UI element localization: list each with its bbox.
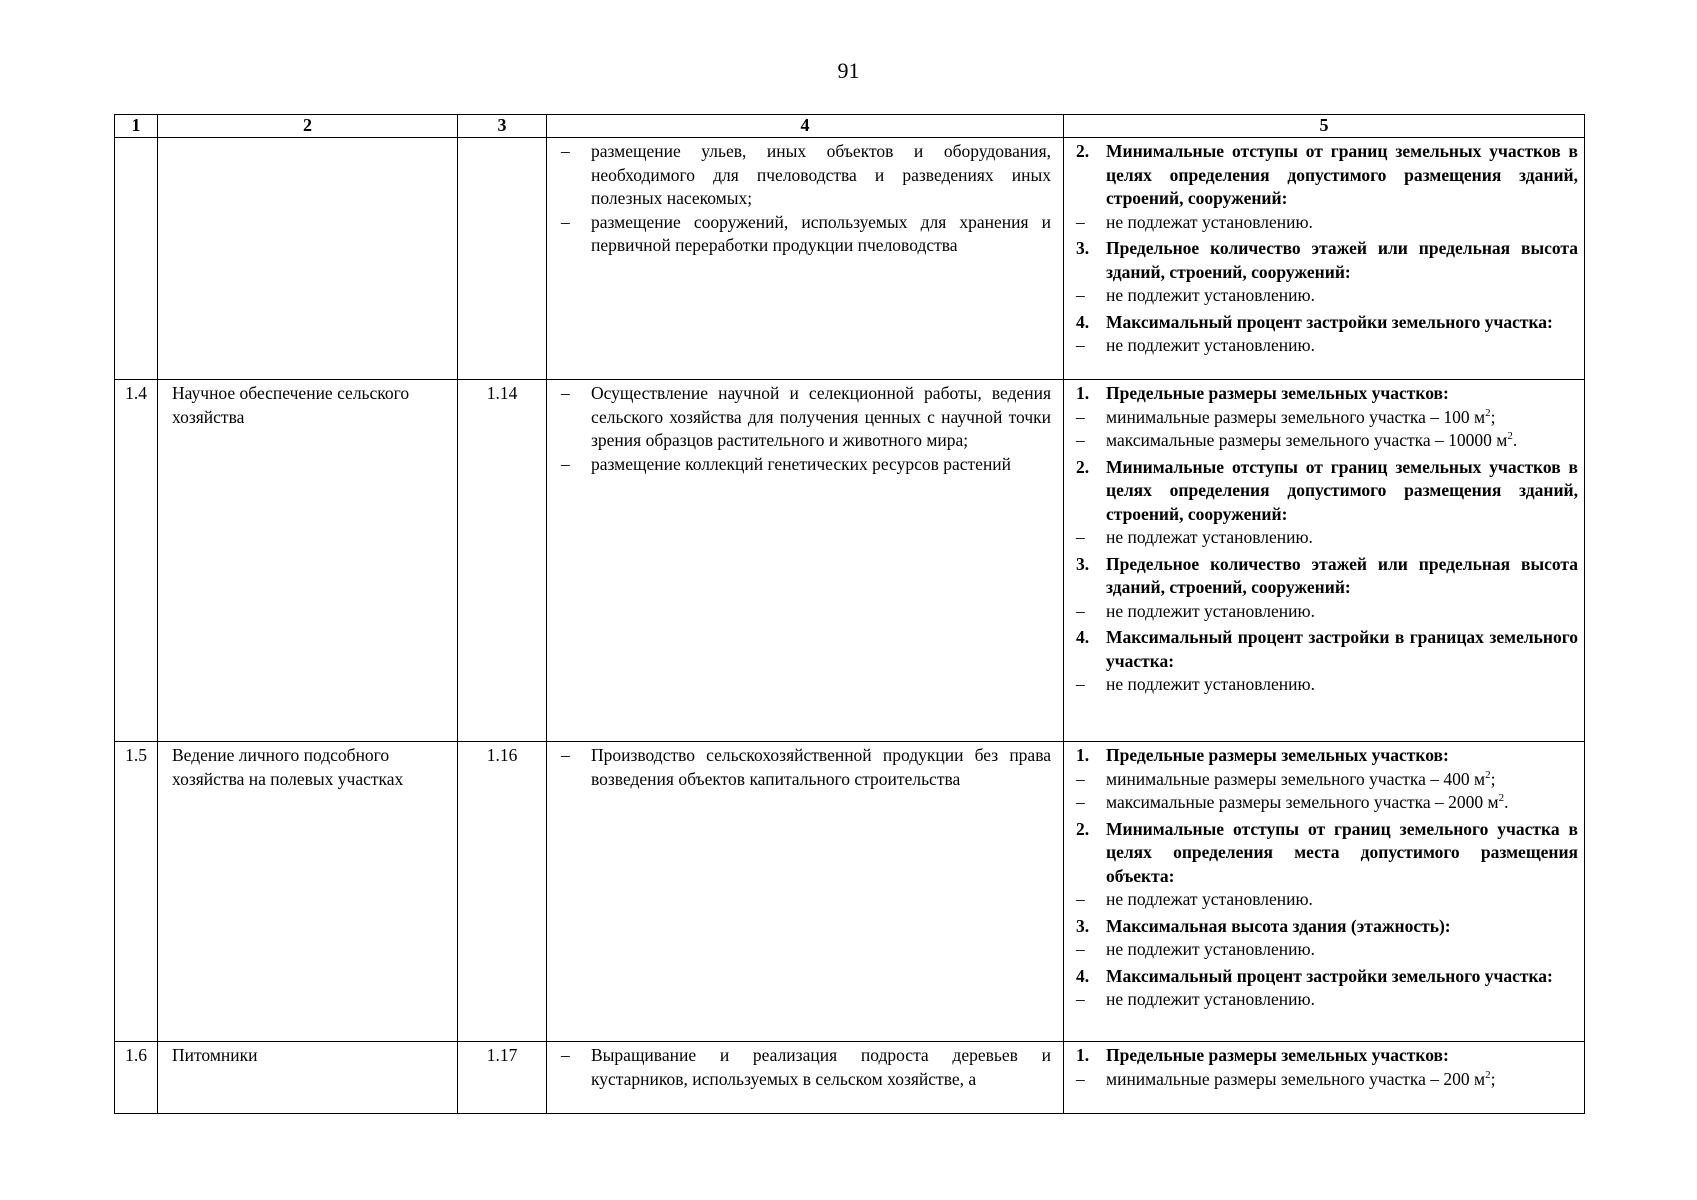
- description-item: [561, 140, 1051, 211]
- dash-marker: –: [561, 745, 570, 765]
- description-text: Осуществление научной и селекционной работы, ведения сельского хозяйства для получения ценных с научной точки зрения образцов растительного и животного мира;: [591, 383, 1051, 450]
- parameter-text: не подлежат установлению.: [1106, 211, 1313, 232]
- row-number: 1.4: [125, 383, 147, 403]
- parameter-text-wrap: [1106, 334, 1578, 358]
- parameter-text: Минимальные отступы от границ земельных участков в целях определения допустимого размещения зданий, строений, сооружений:: [1106, 456, 1578, 524]
- header-col-1: 1: [115, 115, 158, 138]
- classifier-code-cell: [458, 380, 547, 742]
- parameter-text: максимальные размеры земельного участка – 10000 м: [1106, 430, 1508, 450]
- parameter-text-wrap: [1106, 744, 1578, 768]
- header-col-4: 4: [547, 115, 1064, 138]
- table-row: [115, 380, 1585, 742]
- use-name: Ведение личного подсобного хозяйства на полевых участках: [172, 745, 404, 789]
- parameter-text-wrap: [1106, 673, 1578, 697]
- parameter-marker: 2.: [1076, 141, 1090, 161]
- use-name: Питомники: [172, 1045, 258, 1065]
- parameter-text: не подлежит установлению.: [1106, 335, 1315, 355]
- unit-superscript: 2: [1507, 430, 1513, 443]
- parameter-text-wrap: [1106, 915, 1578, 939]
- parameter-marker: 3.: [1076, 915, 1090, 936]
- description-item: [561, 211, 1051, 258]
- row-number: 1.5: [125, 745, 147, 765]
- parameter-text-wrap: [1106, 382, 1578, 406]
- parameter-text: минимальные размеры земельного участка – 100 м: [1106, 406, 1486, 427]
- table-row: [115, 1042, 1585, 1114]
- parameter-text: минимальные размеры земельного участка – 400 м: [1106, 768, 1486, 789]
- use-name-cell: [158, 138, 458, 380]
- row-number: 1.6: [125, 1045, 147, 1065]
- parameter-marker: 4.: [1076, 311, 1090, 332]
- parameter-marker: –: [1076, 674, 1085, 694]
- parameter-text-wrap: [1106, 553, 1578, 600]
- parameter-text-wrap: [1106, 429, 1578, 453]
- classifier-code: 1.16: [486, 745, 518, 765]
- parameter-marker: –: [1076, 600, 1085, 621]
- parameter-value: [1076, 526, 1578, 550]
- parameter-tail: ;: [1490, 1068, 1496, 1089]
- parameter-tail: .: [1504, 792, 1509, 812]
- parameter-marker: 2.: [1076, 456, 1090, 477]
- description-text: размещение коллекций генетических ресурсов растений: [591, 453, 1012, 474]
- regulations-table: [114, 114, 1585, 1114]
- parameter-text-wrap: [1106, 456, 1578, 527]
- parameter-text: Предельные размеры земельных участков:: [1106, 1045, 1449, 1065]
- parameter-value: [1076, 768, 1578, 792]
- parameter-marker: –: [1076, 211, 1085, 232]
- unit-superscript: 2: [1485, 1068, 1491, 1081]
- parameter-text: Предельные размеры земельных участков:: [1106, 383, 1449, 403]
- dash-marker: –: [561, 383, 570, 403]
- parameter-text: Предельные размеры земельных участков:: [1106, 745, 1449, 765]
- parameter-marker: 3.: [1076, 238, 1090, 258]
- page-number: 91: [837, 58, 860, 83]
- parameter-heading: [1076, 237, 1578, 284]
- parameter-marker: –: [1076, 939, 1085, 959]
- parameter-heading: [1076, 553, 1578, 600]
- description-item: [561, 1044, 1051, 1091]
- parameter-marker: –: [1076, 768, 1085, 789]
- parameter-marker: –: [1076, 335, 1085, 355]
- description-text: размещение сооружений, используемых для хранения и первичной переработки продукции пчеловодства: [591, 211, 1051, 255]
- parameter-tail: ;: [1490, 768, 1496, 789]
- parameter-heading: [1076, 915, 1578, 939]
- parameter-text-wrap: [1106, 938, 1578, 962]
- parameter-text-wrap: [1106, 526, 1578, 550]
- parameter-heading: [1076, 382, 1578, 406]
- description-text: Производство сельскохозяйственной продукции без права возведения объектов капитального строительства: [591, 745, 1051, 789]
- parameter-text: Минимальные отступы от границ земельных участков в целях определения допустимого размещения зданий, строений, сооружений:: [1106, 141, 1578, 208]
- parameter-value: [1076, 791, 1578, 815]
- parameter-tail: ;: [1490, 406, 1496, 427]
- parameters-cell: [1064, 742, 1585, 1042]
- header-col-5: 5: [1064, 115, 1585, 138]
- parameter-text: Минимальные отступы от границ земельного участка в целях определения места допустимого размещения объекта:: [1106, 818, 1578, 886]
- parameter-marker: 3.: [1076, 553, 1090, 574]
- dash-marker: –: [561, 453, 570, 474]
- parameter-text: не подлежат установлению.: [1106, 527, 1313, 547]
- parameter-text: не подлежат установлению.: [1106, 889, 1313, 909]
- parameter-heading: [1076, 626, 1578, 673]
- parameter-text: Максимальный процент застройки земельного участка:: [1106, 965, 1553, 986]
- parameters-cell: [1064, 380, 1585, 742]
- dash-marker: –: [561, 1045, 570, 1065]
- parameter-text-wrap: [1106, 888, 1578, 912]
- classifier-code-cell: [458, 742, 547, 1042]
- parameter-marker: –: [1076, 527, 1085, 547]
- parameter-heading: [1076, 456, 1578, 527]
- description-cell: [547, 138, 1064, 380]
- parameter-value: [1076, 334, 1578, 358]
- classifier-code: 1.17: [486, 1045, 518, 1065]
- parameter-text-wrap: [1106, 791, 1578, 815]
- parameter-text-wrap: [1106, 988, 1578, 1012]
- parameter-text-wrap: [1106, 284, 1578, 308]
- parameter-text-wrap: [1106, 818, 1578, 889]
- parameter-marker: –: [1076, 406, 1085, 427]
- parameter-text: не подлежит установлению.: [1106, 285, 1315, 305]
- description-item: [561, 744, 1051, 791]
- description-cell: [547, 380, 1064, 742]
- use-name: Научное обеспечение сельского хозяйства: [172, 383, 410, 427]
- dash-marker: –: [561, 211, 570, 232]
- parameter-text-wrap: [1106, 211, 1578, 235]
- parameter-heading: [1076, 140, 1578, 211]
- row-number-cell: [115, 1042, 158, 1114]
- dash-marker: –: [561, 141, 570, 161]
- use-name-cell: [158, 1042, 458, 1114]
- parameter-text: Предельное количество этажей или предельная высота зданий, строений, сооружений:: [1106, 238, 1578, 282]
- header-col-3: 3: [458, 115, 547, 138]
- parameters-cell: [1064, 1042, 1585, 1114]
- description-text: Выращивание и реализация подроста деревьев и кустарников, используемых в сельском хозяйстве, а: [591, 1045, 1051, 1089]
- parameter-text: Максимальный процент застройки в границах земельного участка:: [1106, 627, 1578, 671]
- parameter-text-wrap: [1106, 1068, 1578, 1092]
- parameter-text: минимальные размеры земельного участка – 200 м: [1106, 1068, 1486, 1089]
- parameter-text: Максимальный процент застройки земельного участка:: [1106, 311, 1553, 332]
- parameter-value: [1076, 1068, 1578, 1092]
- parameter-text-wrap: [1106, 140, 1578, 211]
- header-row: [115, 115, 1585, 138]
- parameter-text: не подлежит установлению.: [1106, 600, 1315, 621]
- row-number-cell: [115, 138, 158, 380]
- classifier-code-cell: [458, 1042, 547, 1114]
- parameter-marker: –: [1076, 1068, 1085, 1089]
- parameter-heading: [1076, 965, 1578, 989]
- table-row: [115, 742, 1585, 1042]
- description-cell: [547, 1042, 1064, 1114]
- header-col-2: 2: [158, 115, 458, 138]
- unit-superscript: 2: [1498, 792, 1505, 805]
- parameter-text-wrap: [1106, 600, 1578, 624]
- classifier-code-cell: [458, 138, 547, 380]
- description-cell: [547, 742, 1064, 1042]
- parameter-marker: 2.: [1076, 818, 1090, 839]
- parameter-value: [1076, 284, 1578, 308]
- parameter-marker: –: [1076, 285, 1085, 305]
- parameter-value: [1076, 429, 1578, 453]
- parameter-text: Максимальная высота здания (этажность):: [1106, 915, 1451, 936]
- parameter-text: не подлежит установлению.: [1106, 939, 1315, 959]
- table-row: [115, 138, 1585, 380]
- parameter-value: [1076, 888, 1578, 912]
- parameter-marker: 1.: [1076, 1045, 1090, 1065]
- parameter-heading: [1076, 818, 1578, 889]
- parameter-value: [1076, 600, 1578, 624]
- parameter-text-wrap: [1106, 965, 1578, 989]
- row-number-cell: [115, 742, 158, 1042]
- parameter-text: не подлежит установлению.: [1106, 674, 1315, 694]
- parameter-marker: 4.: [1076, 965, 1090, 986]
- parameter-heading: [1076, 744, 1578, 768]
- parameters-cell: [1064, 138, 1585, 380]
- parameter-text-wrap: [1106, 626, 1578, 673]
- description-text: размещение ульев, иных объектов и оборудования, необходимого для пчеловодства и разведениях иных полезных насекомых;: [591, 141, 1051, 208]
- parameter-text-wrap: [1106, 311, 1578, 335]
- parameter-text: не подлежит установлению.: [1106, 989, 1315, 1009]
- parameter-text: Предельное количество этажей или предельная высота зданий, строений, сооружений:: [1106, 553, 1578, 597]
- parameter-value: [1076, 988, 1578, 1012]
- use-name-cell: [158, 380, 458, 742]
- parameter-tail: .: [1512, 430, 1518, 450]
- parameter-text-wrap: [1106, 406, 1578, 430]
- parameter-value: [1076, 211, 1578, 235]
- description-item: [561, 453, 1051, 477]
- description-item: [561, 382, 1051, 453]
- parameter-heading: [1076, 311, 1578, 335]
- row-number-cell: [115, 380, 158, 742]
- parameter-marker: 1.: [1076, 745, 1090, 765]
- use-name-cell: [158, 742, 458, 1042]
- parameter-marker: –: [1076, 792, 1085, 812]
- unit-superscript: 2: [1485, 768, 1491, 781]
- parameter-value: [1076, 406, 1578, 430]
- parameter-value: [1076, 938, 1578, 962]
- parameter-marker: –: [1076, 430, 1085, 450]
- parameter-text-wrap: [1106, 237, 1578, 284]
- parameter-marker: –: [1076, 889, 1085, 909]
- unit-superscript: 2: [1485, 406, 1491, 419]
- parameter-marker: 4.: [1076, 627, 1090, 647]
- parameter-value: [1076, 673, 1578, 697]
- parameter-text-wrap: [1106, 768, 1578, 792]
- classifier-code: 1.14: [486, 383, 518, 403]
- parameter-marker: 1.: [1076, 383, 1090, 403]
- parameter-text-wrap: [1106, 1044, 1578, 1068]
- parameter-heading: [1076, 1044, 1578, 1068]
- parameter-text: максимальные размеры земельного участка – 2000 м: [1106, 792, 1499, 812]
- parameter-marker: –: [1076, 989, 1085, 1009]
